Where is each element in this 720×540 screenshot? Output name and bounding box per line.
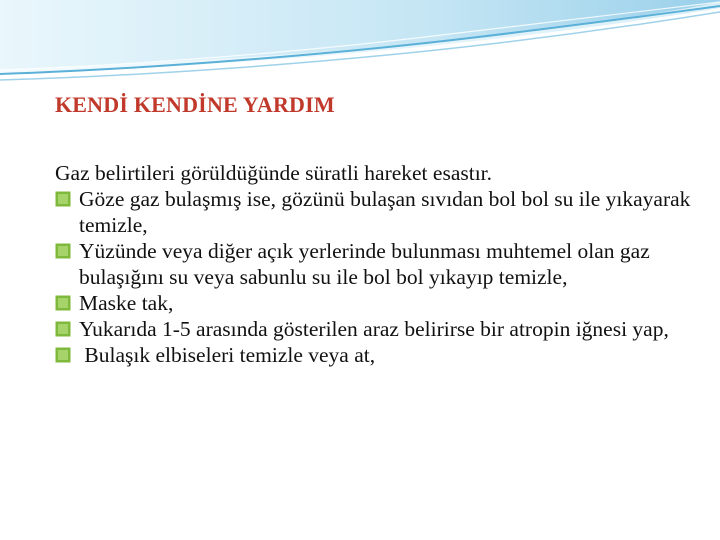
checkbox-bullet-icon (55, 321, 71, 337)
list-item (55, 238, 695, 290)
bullet-text: Bulaşık elbiseleri temizle veya at, (79, 343, 376, 367)
slide-title: KENDİ KENDİNE YARDIM (55, 92, 335, 117)
bullet-text: Yukarıda 1-5 arasında gösterilen araz belirirse bir atropin iğnesi yap, (79, 317, 669, 341)
list-item (55, 316, 695, 342)
checkbox-bullet-icon (55, 347, 71, 363)
list-item (55, 186, 695, 238)
checkbox-bullet-icon (55, 191, 71, 207)
bullet-text: Göze gaz bulaşmış ise, gözünü bulaşan sıvıdan bol bol su ile yıkayarak temizle, (79, 187, 691, 237)
bullet-text: Maske tak, (79, 291, 174, 315)
list-item (55, 290, 695, 316)
checkbox-bullet-icon (55, 295, 71, 311)
bullet-list (55, 186, 695, 368)
checkbox-bullet-icon (55, 243, 71, 259)
intro-text: Gaz belirtileri görüldüğünde süratli hareket esastır. (55, 161, 493, 185)
list-item (55, 342, 695, 368)
slide-body (55, 160, 695, 368)
bullet-text: Yüzünde veya diğer açık yerlerinde bulunması muhtemel olan gaz bulaşığını su veya sabunlu su ile bol bol yıkayıp temizle, (79, 239, 650, 289)
header-wave-decoration (0, 0, 720, 90)
